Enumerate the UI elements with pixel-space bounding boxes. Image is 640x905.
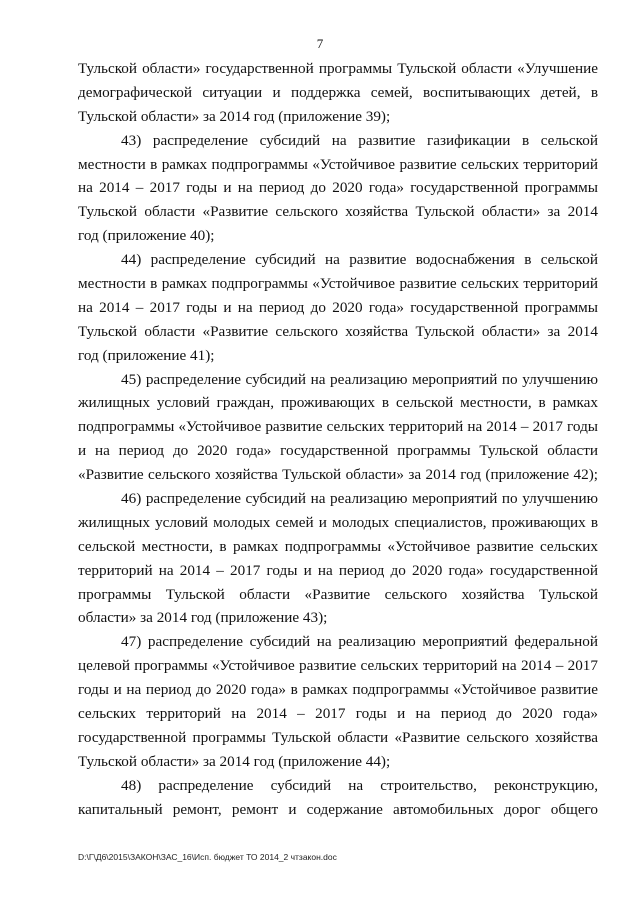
text-line: год (приложение 41); [78,346,215,364]
text-line: демографической ситуации и поддержка семей, воспитывающих детей, в [78,83,598,101]
text-line: целевой программы «Устойчивое развитие сельских территорий на 2014 – 2017 [78,657,598,675]
text-line: Тульской области» за 2014 год (приложение 44); [78,752,391,770]
file-path-footer: D:\Г\Д6\2015\ЗАКОН\ЗАС_16\Исп. бюджет ТО 2014_2 чтзакон.doc [78,852,337,862]
page-number: 7 [316,36,324,51]
paragraph-first-line: 48) распределение субсидий на строительство, реконструкцию, [121,776,598,794]
text-line: «Развитие сельского хозяйства Тульской области» за 2014 год (приложение 42); [78,466,598,484]
paragraph-first-line: 43) распределение субсидий на развитие газификации в сельской [121,131,598,149]
text-line: государственной программы Тульской области «Развитие сельского хозяйства [78,728,598,746]
paragraph-first-line: 44) распределение субсидий на развитие водоснабжения в сельской [121,251,598,269]
text-line: сельских территорий на 2014 – 2017 годы и на период до 2020 года» [78,705,598,723]
text-line: Тульской области» за 2014 год (приложение 39); [78,107,391,125]
text-line: местности в рамках подпрограммы «Устойчивое развитие сельских территорий [78,155,598,173]
text-line: сельской местности, в рамках подпрограммы «Устойчивое развитие сельских [78,537,598,555]
text-line: территорий на 2014 – 2017 годы и на период до 2020 года» государственной [78,561,598,579]
text-line: области» за 2014 год (приложение 43); [78,609,328,627]
text-line: жилищных условий граждан, проживающих в сельской местности, в рамках [78,394,598,412]
paragraph-first-line: 46) распределение субсидий на реализацию мероприятий по улучшению [121,490,598,508]
text-line: капитальный ремонт, ремонт и содержание автомобильных дорог общего [78,800,598,818]
text-line: годы и на период до 2020 года» в рамках подпрограммы «Устойчивое развитие [78,681,598,699]
text-line: на 2014 – 2017 годы и на период до 2020 года» государственной программы [78,179,598,197]
text-line: подпрограммы «Устойчивое развитие сельских территорий на 2014 – 2017 годы [78,418,598,436]
text-line: местности в рамках подпрограммы «Устойчивое развитие сельских территорий [78,275,598,293]
text-line: программы Тульской области «Развитие сельского хозяйства Тульской [78,585,598,603]
document-body [78,57,598,822]
text-line: Тульской области «Развитие сельского хозяйства Тульской области» за 2014 [78,203,598,221]
paragraph-first-line: 45) распределение субсидий на реализацию мероприятий по улучшению [121,370,598,388]
text-line: год (приложение 40); [78,227,215,245]
text-line: и на период до 2020 года» государственной программы Тульской области [78,442,598,460]
text-line: на 2014 – 2017 годы и на период до 2020 года» государственной программы [78,298,598,316]
paragraph-first-line: 47) распределение субсидий на реализацию мероприятий федеральной [121,633,598,651]
text-line: Тульской области «Развитие сельского хозяйства Тульской области» за 2014 [78,322,598,340]
text-line: жилищных условий молодых семей и молодых специалистов, проживающих в [78,513,598,531]
text-line: Тульской области» государственной программы Тульской области «Улучшение [78,60,598,77]
